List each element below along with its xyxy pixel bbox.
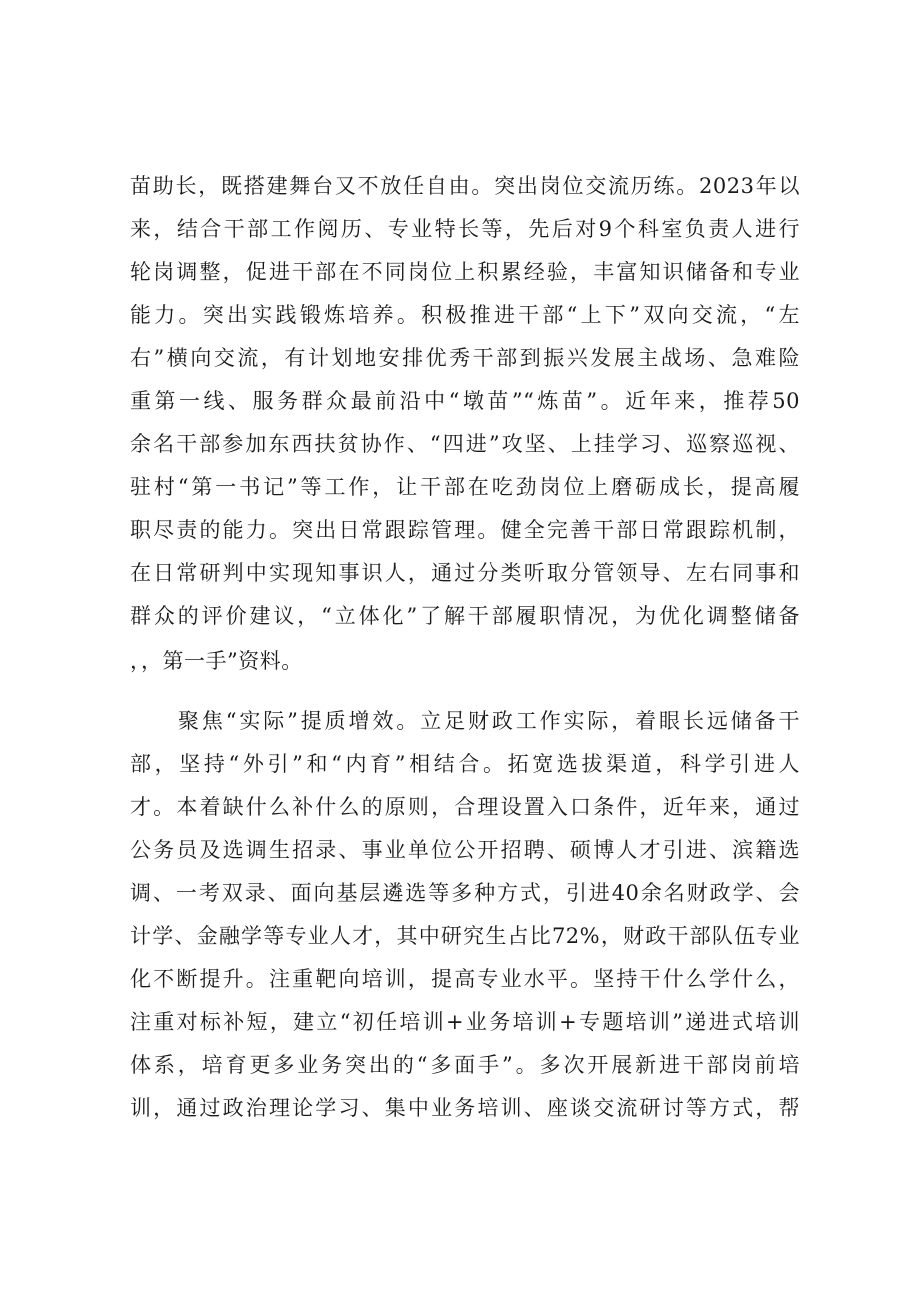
paragraph-line: 来，结合干部工作阅历、专业特长等，先后对9个科室负责人进行 [130,217,800,241]
paragraph-line: 才。本着缺什么补什么的原则，合理设置入口条件，近年来，通过 [130,795,800,819]
paragraph-line: 群众的评价建议，“立体化”了解干部履职情况，为优化调整储备 [130,604,800,628]
paragraph-line: 公务员及选调生招录、事业单位公开招聘、硕博人才引进、滨籍选 [130,838,800,862]
paragraph-line: 调、一考双录、面向基层遴选等多种方式，引进40余名财政学、会 [130,881,800,905]
paragraph-line: 计学、金融学等专业人才，其中研究生占比72%，财政干部队伍专业 [130,924,800,948]
paragraph-line: 聚焦“实际”提质增效。立足财政工作实际，着眼长远储备干 [178,709,800,733]
paragraph-line: 训，通过政治理论学习、集中业务培训、座谈交流研讨等方式，帮 [130,1096,800,1120]
paragraph-line: 轮岗调整，促进干部在不同岗位上积累经验，丰富知识储备和专业 [130,260,800,284]
paragraph-line: 注重对标补短，建立“初任培训+业务培训+专题培训”递进式培训 [130,1010,800,1034]
paragraph-line: 在日常研判中实现知事识人，通过分类听取分管领导、左右同事和 [130,561,800,585]
paragraph-line: 职尽责的能力。突出日常跟踪管理。健全完善干部日常跟踪机制， [130,518,800,542]
paragraph-line: 驻村“第一书记”等工作，让干部在吃劲岗位上磨砺成长，提高履 [130,475,800,499]
paragraph-line: 重第一线、服务群众最前沿中“墩苗”“炼苗”。近年来，推荐50 [130,389,800,413]
paragraph-line: 化不断提升。注重靶向培训，提高专业水平。坚持干什么学什么， [130,967,800,991]
paragraph-line: ，，第一手”资料。 [130,649,303,673]
paragraph-line: 能力。突出实践锻炼培养。积极推进干部“上下”双向交流，“左 [130,303,800,327]
paragraph-line: 苗助长，既搭建舞台又不放任自由。突出岗位交流历练。2023年以 [130,174,800,198]
paragraph-line: 部，坚持“外引”和“内育”相结合。拓宽选拔渠道，科学引进人 [130,752,800,776]
paragraph-line: 余名干部参加东西扶贫协作、“四进”攻坚、上挂学习、巡察巡视、 [130,432,800,456]
paragraph-line: 体系，培育更多业务突出的“多面手”。多次开展新进干部岗前培 [130,1053,800,1077]
paragraph-line: 右”横向交流，有计划地安排优秀干部到振兴发展主战场、急难险 [130,346,800,370]
